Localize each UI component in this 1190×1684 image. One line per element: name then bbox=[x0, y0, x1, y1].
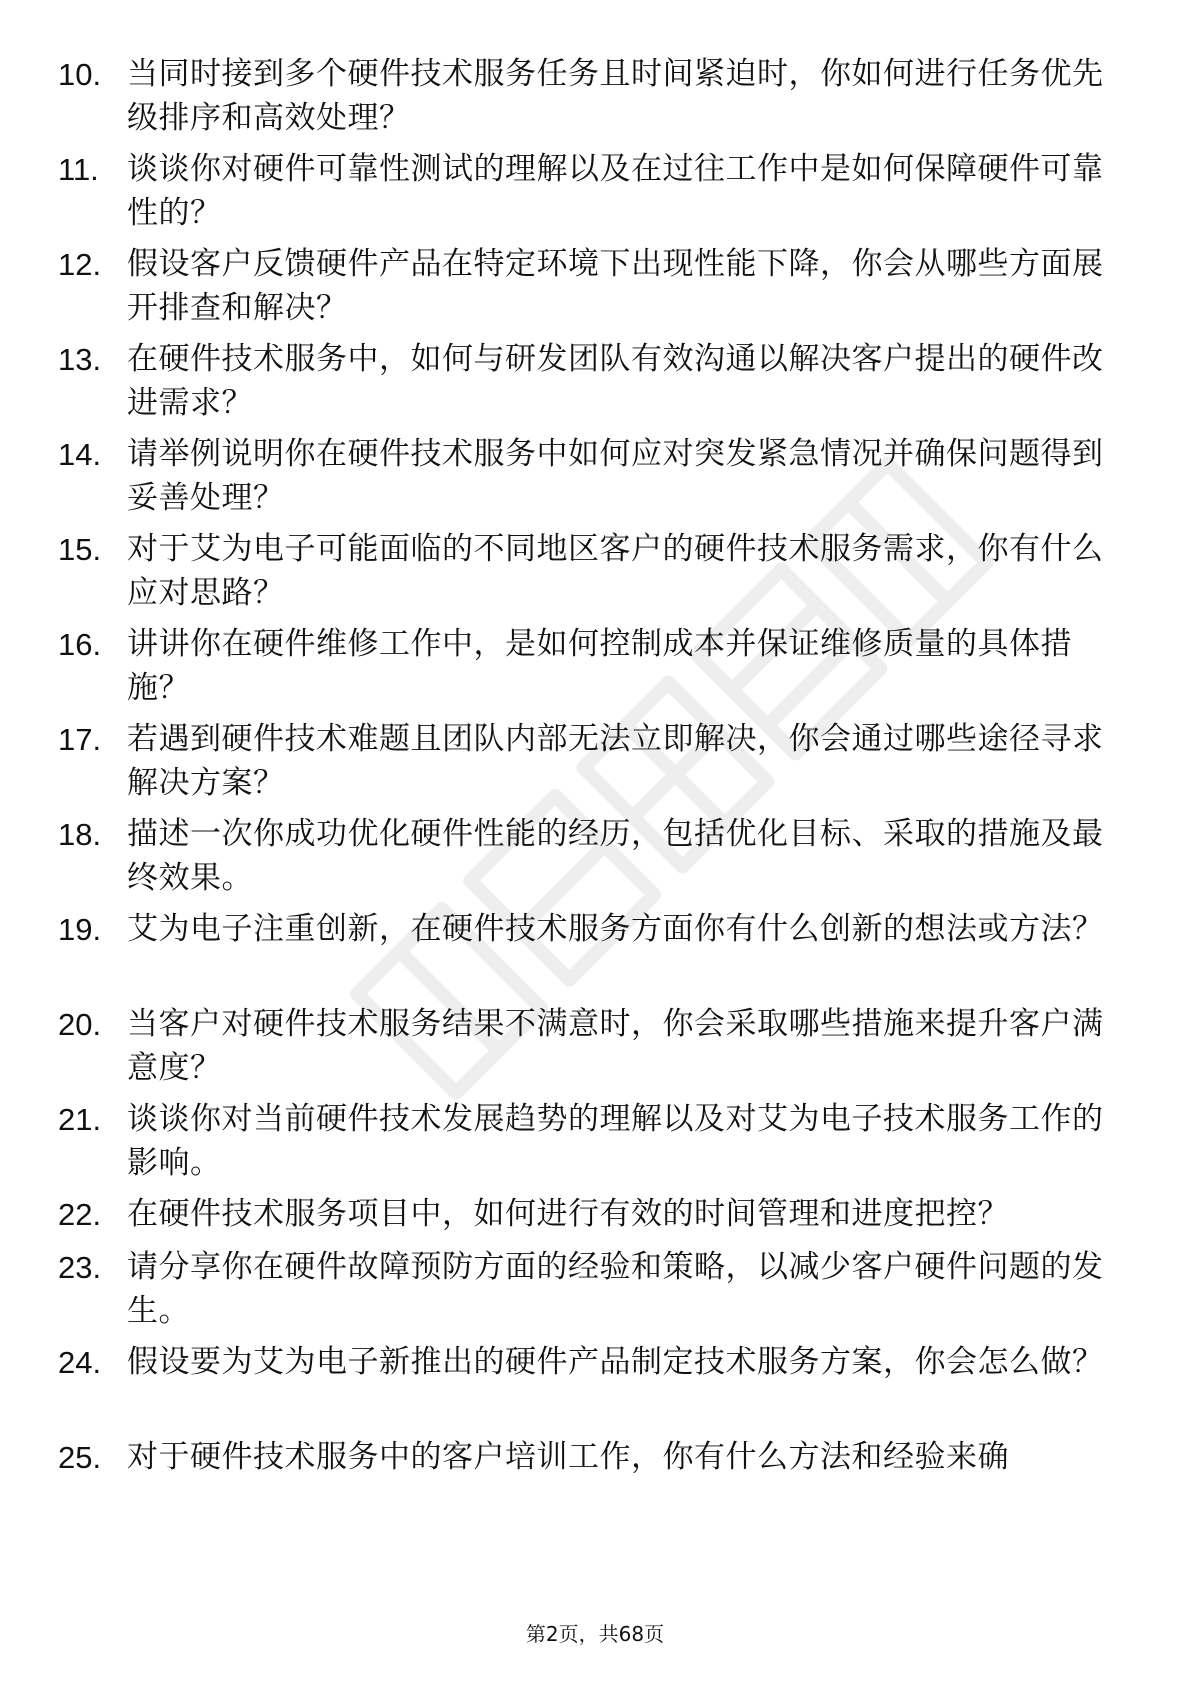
question-number: 11. bbox=[58, 152, 99, 187]
question-item bbox=[0, 998, 1190, 1093]
question-number: 21. bbox=[58, 1102, 102, 1137]
question-number: 13. bbox=[58, 342, 102, 377]
question-item bbox=[0, 1188, 1190, 1241]
question-text: 对于艾为电子可能面临的不同地区客户的硬件技术服务需求，你有什么应对思路？ bbox=[127, 531, 1104, 611]
page-footer: 第2页，共68页 bbox=[525, 1622, 665, 1646]
question-number: 24. bbox=[58, 1345, 102, 1380]
question-number: 14. bbox=[58, 437, 102, 472]
question-number: 12. bbox=[58, 247, 102, 282]
question-text: 对于硬件技术服务中的客户培训工作，你有什么方法和经验来确 bbox=[127, 1439, 1009, 1475]
question-item bbox=[0, 1431, 1190, 1484]
question-number: 16. bbox=[58, 627, 102, 662]
question-text: 在硬件技术服务项目中，如何进行有效的时间管理和进度把控？ bbox=[127, 1196, 1009, 1232]
question-text: 请分享你在硬件故障预防方面的经验和策略，以减少客户硬件问题的发生。 bbox=[127, 1249, 1104, 1329]
question-item bbox=[0, 808, 1190, 903]
question-number: 17. bbox=[58, 722, 102, 757]
question-text: 当同时接到多个硬件技术服务任务且时间紧迫时，你如何进行任务优先级排序和高效处理？ bbox=[127, 56, 1104, 136]
question-text: 假设客户反馈硬件产品在特定环境下出现性能下降，你会从哪些方面展开排查和解决？ bbox=[127, 246, 1104, 326]
question-text: 若遇到硬件技术难题且团队内部无法立即解决，你会通过哪些途径寻求解决方案？ bbox=[127, 721, 1104, 801]
question-number: 22. bbox=[58, 1197, 102, 1232]
question-number: 20. bbox=[58, 1007, 102, 1042]
question-list bbox=[0, 48, 1190, 1484]
question-item bbox=[0, 523, 1190, 618]
question-item bbox=[0, 618, 1190, 713]
question-item bbox=[0, 333, 1190, 428]
question-number: 25. bbox=[58, 1440, 102, 1475]
question-item bbox=[0, 428, 1190, 523]
question-text: 讲讲你在硬件维修工作中，是如何控制成本并保证维修质量的具体措施？ bbox=[127, 626, 1072, 706]
question-number: 18. bbox=[58, 817, 102, 852]
question-number: 23. bbox=[58, 1250, 102, 1285]
question-text: 谈谈你对当前硬件技术发展趋势的理解以及对艾为电子技术服务工作的影响。 bbox=[127, 1101, 1104, 1181]
question-item bbox=[0, 713, 1190, 808]
question-text: 请举例说明你在硬件技术服务中如何应对突发紧急情况并确保问题得到妥善处理？ bbox=[127, 436, 1104, 516]
question-number: 10. bbox=[58, 57, 102, 92]
question-item bbox=[0, 238, 1190, 333]
question-item bbox=[0, 1093, 1190, 1188]
question-text: 描述一次你成功优化硬件性能的经历，包括优化目标、采取的措施及最终效果。 bbox=[127, 816, 1104, 896]
question-text: 当客户对硬件技术服务结果不满意时，你会采取哪些措施来提升客户满意度？ bbox=[127, 1006, 1104, 1086]
question-number: 15. bbox=[58, 532, 102, 567]
question-number: 19. bbox=[58, 912, 102, 947]
question-item bbox=[0, 143, 1190, 238]
question-text: 艾为电子注重创新，在硬件技术服务方面你有什么创新的想法或方法？ bbox=[127, 911, 1104, 947]
question-item bbox=[0, 1336, 1190, 1431]
question-item bbox=[0, 48, 1190, 143]
question-item bbox=[0, 1241, 1190, 1336]
question-text: 谈谈你对硬件可靠性测试的理解以及在过往工作中是如何保障硬件可靠性的？ bbox=[127, 151, 1104, 231]
question-item bbox=[0, 903, 1190, 998]
question-text: 在硬件技术服务中，如何与研发团队有效沟通以解决客户提出的硬件改进需求？ bbox=[127, 341, 1104, 421]
question-text: 假设要为艾为电子新推出的硬件产品制定技术服务方案，你会怎么做？ bbox=[127, 1344, 1104, 1380]
